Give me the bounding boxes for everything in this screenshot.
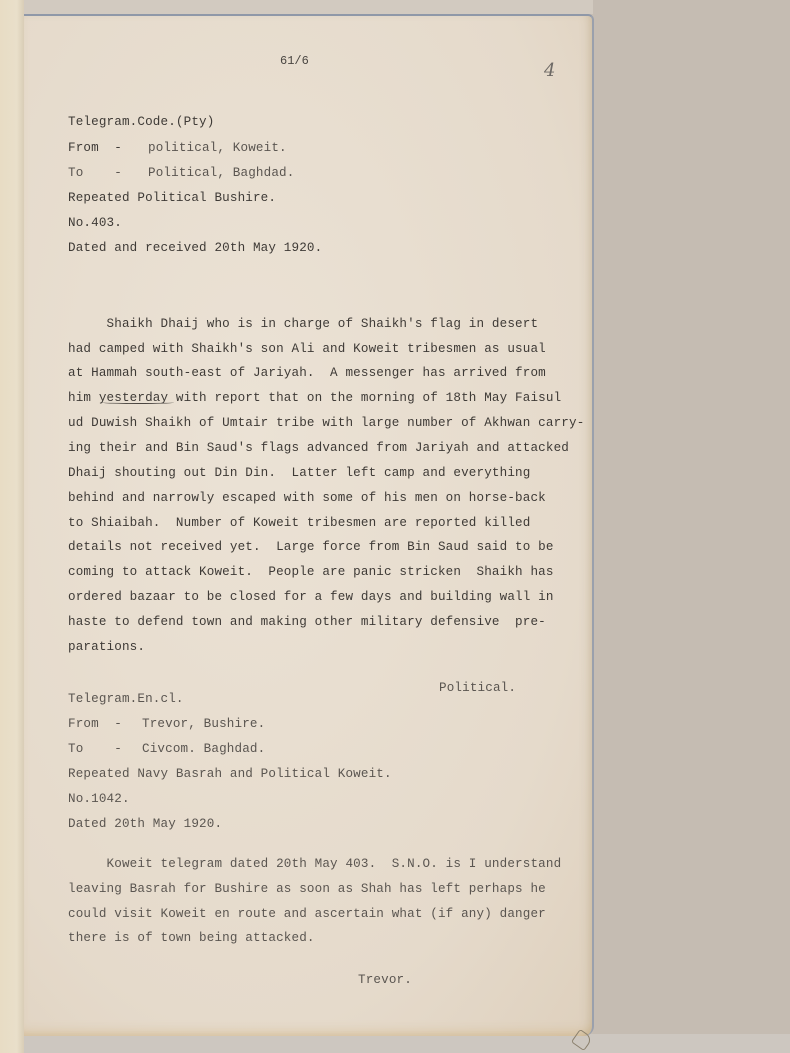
telegram-2-dated: Dated 20th May 1920. bbox=[68, 817, 223, 831]
telegram-1-body-line: parations. bbox=[68, 640, 146, 654]
telegram-2-to-value: Civcom. Baghdad. bbox=[142, 742, 266, 756]
telegram-1-body-line: details not received yet. Large force from Bin Saud said to be bbox=[68, 540, 554, 554]
telegram-1-repeated: Repeated Political Bushire. bbox=[68, 191, 277, 205]
scan-background bbox=[593, 0, 790, 1053]
telegram-2-signature: Trevor. bbox=[358, 973, 412, 987]
telegram-2-from-label: From - bbox=[68, 717, 122, 731]
telegram-1-body-line: coming to attack Koweit. People are panic stricken Shaikh has bbox=[68, 565, 554, 579]
telegram-2-body-line: could visit Koweit en route and ascertain what (if any) danger bbox=[68, 907, 546, 921]
telegram-1-body-line: him yesterday with report that on the morning of 18th May Faisul bbox=[68, 391, 562, 405]
telegram-1-body-line: at Hammah south-east of Jariyah. A messenger has arrived from bbox=[68, 366, 546, 380]
telegram-1-body-line: had camped with Shaikh's son Ali and Koweit tribesmen as usual bbox=[68, 342, 546, 356]
telegram-1-from-label: From - bbox=[68, 141, 122, 155]
telegram-1-body-line: ordered bazaar to be closed for a few days and building wall in bbox=[68, 590, 554, 604]
telegram-1-to-label: To - bbox=[68, 166, 122, 180]
telegram-2-body-line: there is of town being attacked. bbox=[68, 931, 315, 945]
telegram-1-to-value: Political, Baghdad. bbox=[148, 166, 295, 180]
telegram-1-body-line: Dhaij shouting out Din Din. Latter left camp and everything bbox=[68, 466, 531, 480]
telegram-2-to-label: To - bbox=[68, 742, 122, 756]
pencil-page-number: 4 bbox=[544, 60, 556, 81]
telegram-2-number: No.1042. bbox=[68, 792, 130, 806]
telegram-1-body-line: Shaikh Dhaij who is in charge of Shaikh's flag in desert bbox=[68, 317, 539, 331]
telegram-1-body-line: to Shiaibah. Number of Koweit tribesmen are reported killed bbox=[68, 516, 531, 530]
telegram-1-signature: Political. bbox=[439, 681, 517, 695]
telegram-2-body-line: Koweit telegram dated 20th May 403. S.N.O. is I understand bbox=[68, 857, 562, 871]
telegram-2-body-line: leaving Basrah for Bushire as soon as Shah has left perhaps he bbox=[68, 882, 546, 896]
scan-bottom-strip bbox=[0, 1034, 790, 1053]
telegram-2-from-value: Trevor, Bushire. bbox=[142, 717, 266, 731]
telegram-1-body-line: behind and narrowly escaped with some of his men on horse-back bbox=[68, 491, 546, 505]
telegram-1-header: Telegram.Code.(Pty) bbox=[68, 115, 215, 129]
document-page bbox=[24, 14, 594, 1036]
telegram-1-body-line: ud Duwish Shaikh of Umtair tribe with large number of Akhwan carry- bbox=[68, 416, 585, 430]
folio-number: 61/6 bbox=[280, 54, 309, 68]
binding-edge bbox=[0, 0, 24, 1053]
telegram-1-body-line: ing their and Bin Saud's flags advanced from Jariyah and attacked bbox=[68, 441, 569, 455]
telegram-1-body-line: haste to defend town and making other military defensive pre- bbox=[68, 615, 546, 629]
telegram-1-from-value: political, Koweit. bbox=[148, 141, 287, 155]
telegram-1-number: No.403. bbox=[68, 216, 122, 230]
telegram-2-repeated: Repeated Navy Basrah and Political Koweit. bbox=[68, 767, 392, 781]
telegram-1-dated: Dated and received 20th May 1920. bbox=[68, 241, 323, 255]
telegram-2-header: Telegram.En.cl. bbox=[68, 692, 184, 706]
